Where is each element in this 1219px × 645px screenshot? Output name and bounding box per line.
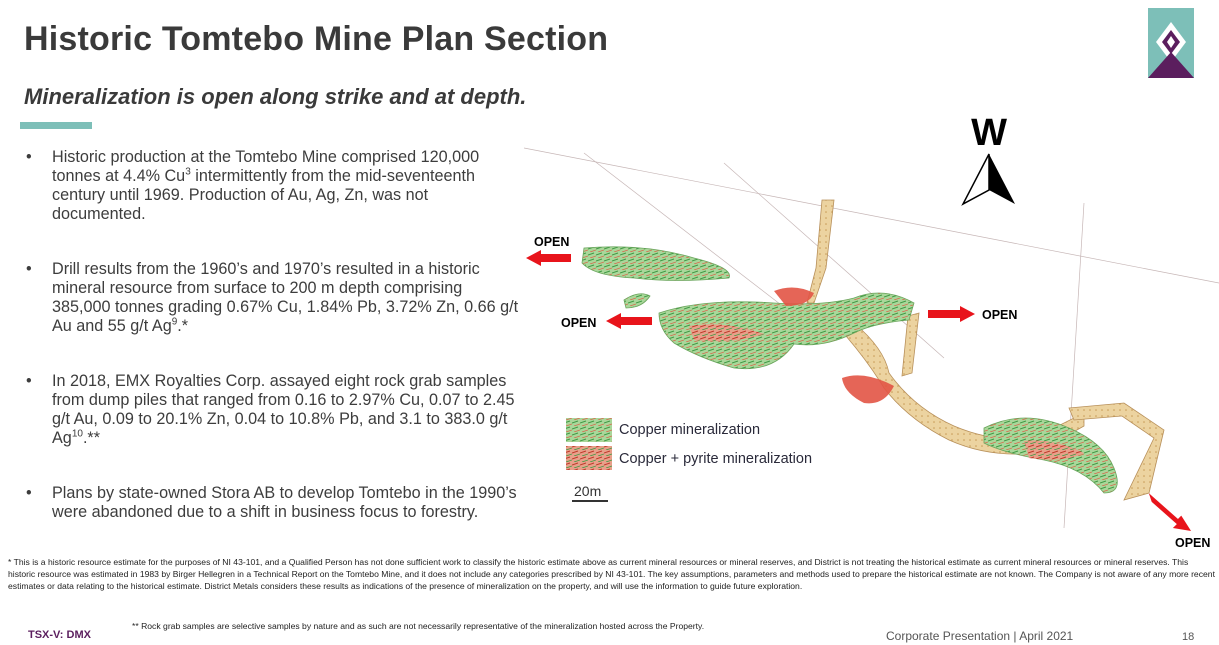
- map-legend: [566, 418, 812, 470]
- open-arrow-west-upper: [526, 235, 571, 266]
- footnote-historic-estimate: * This is a historic resource estimate for the purposes of NI 43-101, and a Qualified Person has not done sufficient work to classify the historic estimate above as current mineral resources or mineral reserves, and District is not treating the historical estimate as current mineral resources or mineral reserves. This historic resource was estimated in 1983 by Birger Hellegren in a Technical Report on the Tomtebo Mine, and it does not include any categories prescribed by NI 43-101. The key assumptions, parameters and methods used to prepare the historical estimate are not known. The Company is not aware of any more recent estimates or data relating to the historical estimate. District Metals considers these results as indications of the presence of mineralization on the property, and will use the information to guide future exploration.: [8, 557, 1215, 591]
- page-number: 18: [1182, 631, 1195, 643]
- ore-lens-small: [624, 294, 650, 308]
- north-label: W: [971, 112, 1007, 154]
- open-arrow-southeast: [1152, 498, 1210, 550]
- footer-ticker: TSX-V: DMX: [28, 629, 91, 641]
- district-logo: [1148, 8, 1194, 78]
- footer-presentation: Corporate Presentation | April 2021: [886, 629, 1074, 643]
- svg-text:OPEN: OPEN: [534, 235, 570, 249]
- open-arrow-east: [928, 306, 1017, 322]
- accent-bar: [20, 122, 92, 129]
- svg-text:20m: 20m: [574, 483, 602, 499]
- footnote-rock-grab: ** Rock grab samples are selective samples by nature and as such are not necessarily representative of the mineralization hosted across the Property.: [132, 621, 705, 631]
- svg-text:OPEN: OPEN: [1175, 536, 1211, 550]
- scale-bar: [572, 483, 608, 501]
- bullet-list: [24, 148, 524, 522]
- mine-plan-map: [524, 108, 1219, 553]
- bullet-production: • Historic production at the Tomtebo Mine comprised 120,000 tonnes at 4.4% Cu$^3$ intermittently from the mid-seventeenth century until 1969. Production of Au, Ag, Zn, was not documented.: [24, 148, 524, 224]
- svg-text:OPEN: OPEN: [982, 308, 1018, 322]
- bullet-rock-grab: • In 2018, EMX Royalties Corp. assayed eight rock grab samples from dump piles that ranged from 0.16 to 2.97% Cu, 0.07 to 2.45 g/t Au, 0.09 to 20.1% Zn, 0.04 to 10.8% Pb, and 3.1 to 383.0 g/t Ag$^{10}$.**: [24, 372, 524, 448]
- slide-title: Historic Tomtebo Mine Plan Section: [24, 20, 609, 58]
- legend-copper-pyrite: Copper + pyrite mineralization: [619, 451, 813, 467]
- svg-text:OPEN: OPEN: [561, 316, 597, 330]
- legend-copper: Copper mineralization: [619, 422, 761, 438]
- bullet-drill-results: • Drill results from the 1960’s and 1970’s resulted in a historic mineral resource from surface to 200 m depth comprising 385,000 tonnes grading 0.67% Cu, 1.84% Pb, 3.72% Zn, 0.66 g/t Au and 55 g/t Ag$^9$.*: [24, 260, 524, 336]
- tunnel-workings: [807, 200, 1164, 500]
- open-arrow-west-lower: [561, 313, 652, 330]
- bullet-stora-plans: • Plans by state-owned Stora AB to develop Tomtebo in the 1990’s were abandoned due to a shift in business focus to forestry.: [24, 484, 524, 522]
- slide-subtitle: Mineralization is open along strike and at depth.: [24, 84, 527, 109]
- north-arrow: [963, 112, 1015, 204]
- ore-lens-west: [582, 247, 730, 281]
